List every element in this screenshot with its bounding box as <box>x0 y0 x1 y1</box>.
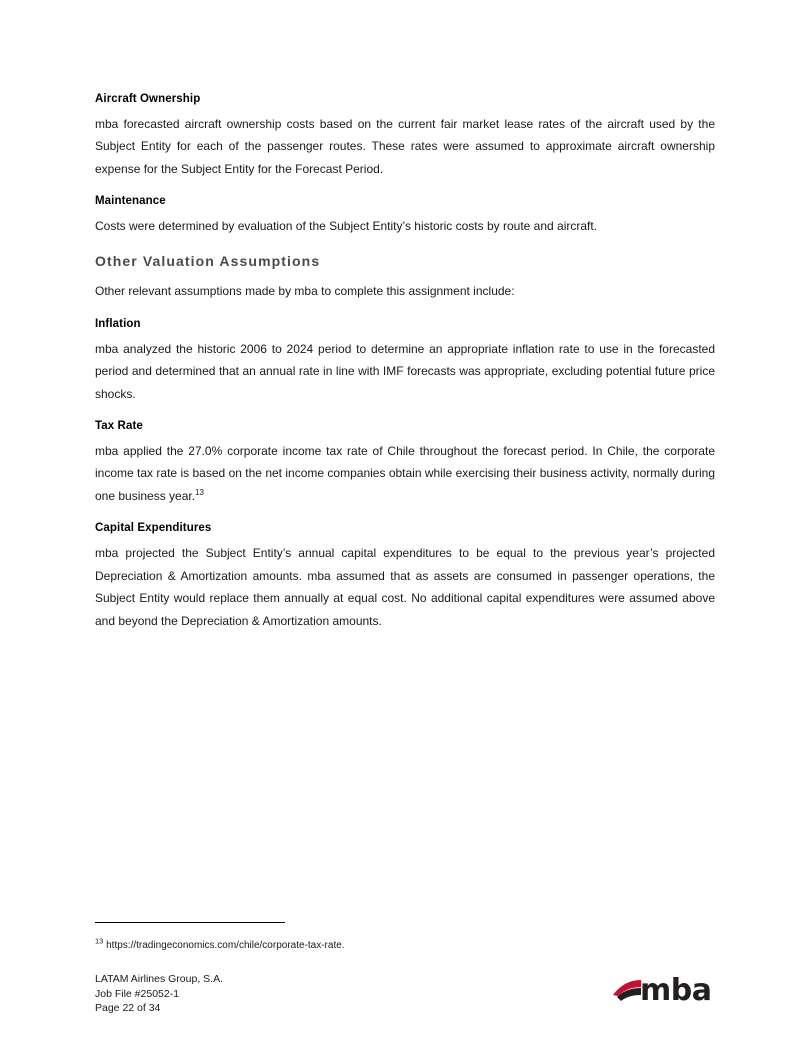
footer-client-name: LATAM Airlines Group, S.A. <box>95 973 223 985</box>
footnote-separator <box>95 922 285 923</box>
section-aircraft-ownership <box>95 92 715 180</box>
mba-logo-wordmark: mba <box>640 973 712 1008</box>
heading-tax-rate: Tax Rate <box>95 420 143 432</box>
heading-inflation: Inflation <box>95 317 141 330</box>
footnote-text: https://tradingeconomics.com/chile/corporate-tax-rate. <box>103 940 345 951</box>
paragraph-inflation: mba analyzed the historic 2006 to 2024 period to determine an appropriate inflation rate to use in the forecasted period and determined that an annual rate in line with IMF forecasts was appropriate, excluding potential future price shocks. <box>95 341 715 401</box>
footnote-marker: 13 <box>95 936 104 946</box>
section-tax-rate <box>95 419 715 507</box>
document-body <box>95 92 715 646</box>
section-capital-expenditures <box>95 521 715 632</box>
heading-aircraft-ownership: Aircraft Ownership <box>95 93 201 105</box>
section-maintenance <box>95 194 715 237</box>
paragraph-tax-rate <box>95 440 715 508</box>
paragraph-section-intro: Other relevant assumptions made by mba to complete this assignment include: <box>95 284 515 299</box>
section-inflation <box>95 317 715 405</box>
page-footer <box>95 972 223 1016</box>
section-other-valuation-assumptions <box>95 252 715 303</box>
mba-logo-mark-icon <box>612 979 642 1003</box>
heading-maintenance: Maintenance <box>95 195 166 208</box>
footer-page-number: Page 22 of 34 <box>95 1002 161 1014</box>
paragraph-tax-rate-text: mba applied the 27.0% corporate income tax rate of Chile throughout the forecast period. In Chile, the corporate income tax rate is based on the net income companies obtain while exercising their business activity, normally during one business year. <box>95 443 715 503</box>
heading-capital-expenditures: Capital Expenditures <box>95 522 212 535</box>
mba-logo <box>612 975 712 1007</box>
paragraph-capital-expenditures: mba projected the Subject Entity’s annual capital expenditures to be equal to the previous year’s projected Depreciation & Amortization amounts. mba assumed that as assets are consumed in passenger operations, the Subject Entity would replace them annually at equal cost. No additional capital expenditures were assumed above and beyond the Depreciation & Amortization amounts. <box>95 546 715 628</box>
paragraph-aircraft-ownership: mba forecasted aircraft ownership costs based on the current fair market lease rates of the aircraft used by the Subject Entity for each of the passenger routes. These rates were assumed to approximate aircraft ownership expense for the Subject Entity for the Forecast Period. <box>95 116 715 176</box>
paragraph-maintenance: Costs were determined by evaluation of the Subject Entity’s historic costs by route and aircraft. <box>95 219 598 234</box>
footnote-13 <box>95 938 345 953</box>
footer-job-file: Job File #25052-1 <box>95 987 180 1000</box>
footnote-reference-13: 13 <box>195 487 204 497</box>
page-title: Other Valuation Assumptions <box>95 252 321 269</box>
